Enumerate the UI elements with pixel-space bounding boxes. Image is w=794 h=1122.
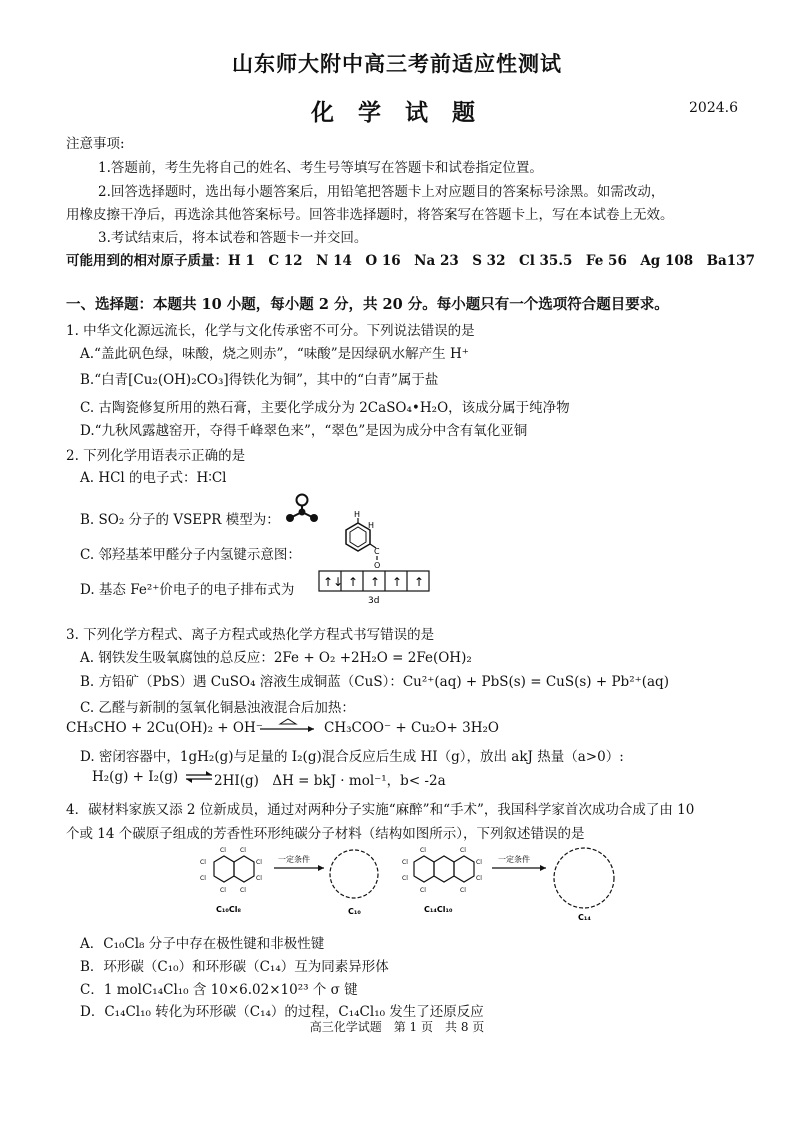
q1-option-c: C. 古陶瓷修复所用的熟石膏，主要化学成分为 2CaSO₄•H₂O，该成分属于纯净物: [80, 400, 570, 416]
q1-option-d: D.“九秋风露越窑开，夺得千峰翠色来”，“翠色”是因为成分中含有氧化亚铜: [80, 423, 528, 439]
ring-carbon-figure: [196, 840, 628, 924]
q2-option-c: C. 邻羟基苯甲醛分子内氢键示意图：: [80, 547, 301, 563]
notes-item-2a: 2.回答选择题时，选出每小题答案后，用铅笔把答题卡上对应题目的答案标号涂黑。如需改动，: [98, 184, 665, 200]
school-title: 山东师大附中高三考前适应性测试: [232, 51, 562, 76]
arrow1-label: 一定条件: [278, 855, 310, 864]
fe2-orbital-diagram: [318, 570, 430, 606]
svg-text:Cl: Cl: [256, 859, 262, 866]
c10cl8-structure: [200, 847, 262, 894]
svg-text:Cl: Cl: [402, 859, 408, 866]
arrow2-label: 一定条件: [498, 855, 530, 864]
q3-c-equation-left: CH₃CHO + 2Cu(OH)₂ + OH⁻: [66, 720, 263, 736]
heating-arrow: [258, 718, 318, 734]
q1-option-b: B.“白青[Cu₂(OH)₂CO₃]得铁化为铜”，其中的“白青”属于盐: [80, 372, 439, 388]
orbital-4: ↑: [392, 575, 403, 589]
atomic-masses: 可能用到的相对原子质量：H 1 C 12 N 14 O 16 Na 23 S 32 Cl 35.5 Fe 56 Ag 108 Ba137: [66, 253, 755, 269]
q3-d-equation-right: 2HI(g) ΔH = bkJ · mol⁻¹，b< -2a: [214, 773, 446, 789]
orbital-1: ↑↓: [323, 575, 344, 589]
svg-text:Cl: Cl: [240, 847, 246, 854]
c10-ring: [330, 850, 378, 898]
svg-text:Cl: Cl: [402, 875, 408, 882]
notes-heading: 注意事项:: [66, 136, 125, 152]
q2-option-a: A. HCl 的电子式：H∶Cl: [80, 470, 227, 486]
q3-d-equation-left: H₂(g) + I₂(g): [92, 769, 179, 785]
orbital-3: ↑: [370, 575, 381, 589]
svg-text:Cl: Cl: [220, 847, 226, 854]
equilibrium-arrow: [184, 769, 214, 783]
section-1-title: 一、选择题：本题共 10 小题，每小题 2 分，共 20 分。每小题只有一个选项符合题目要求。: [66, 296, 669, 313]
label-c14: C₁₄: [578, 913, 591, 922]
svg-text:Cl: Cl: [240, 887, 246, 894]
notes-item-1: 1.答题前，考生先将自己的姓名、考生号等填写在答题卡和试卷指定位置。: [98, 160, 543, 176]
q2-option-d: D. 基态 Fe²⁺价电子的电子排布式为: [80, 582, 295, 598]
q3-stem: 3. 下列化学方程式、离子方程式或热化学方程式书写错误的是: [66, 627, 435, 643]
hydroxybenzaldehyde-hbond-diagram: [328, 508, 388, 570]
label-c10: C₁₀: [348, 907, 361, 916]
q4-option-d: D．C₁₄Cl₁₀ 转化为环形碳（C₁₄）的过程，C₁₄Cl₁₀ 发生了还原反应: [80, 1004, 484, 1020]
q2-stem: 2. 下列化学用语表示正确的是: [66, 448, 246, 464]
q3-c-equation-right: CH₃COO⁻ + Cu₂O+ 3H₂O: [324, 720, 499, 736]
notes-item-3: 3.考试结束后，将本试卷和答题卡一并交回。: [98, 230, 368, 246]
svg-text:Cl: Cl: [460, 847, 466, 854]
diagram-c-label: C: [374, 547, 380, 556]
c14cl10-structure: [402, 847, 482, 894]
so2-vsepr-model: [284, 492, 324, 524]
svg-text:Cl: Cl: [476, 875, 482, 882]
svg-text:Cl: Cl: [460, 887, 466, 894]
label-c14cl10: C₁₄Cl₁₀: [424, 905, 453, 914]
q3-option-a: A. 钢铁发生吸氧腐蚀的总反应：2Fe + O₂ +2H₂O = 2Fe(OH)₂: [80, 650, 472, 666]
q3-option-d: D. 密闭容器中，1gH₂(g)与足量的 I₂(g)混合反应后生成 HI（g），放出 akJ 热量（a>0）:: [80, 749, 624, 765]
q2-option-b: B. SO₂ 分子的 VSEPR 模型为：: [80, 512, 280, 528]
page-footer: 高三化学试题 第 1 页 共 8 页: [309, 1020, 485, 1034]
exam-date: 2024.6: [689, 100, 738, 116]
label-c10cl8: C₁₀Cl₈: [216, 905, 241, 914]
diagram-h1-label: H: [354, 510, 361, 519]
q4-option-a: A．C₁₀Cl₈ 分子中存在极性键和非极性键: [80, 936, 325, 952]
notes-item-2b: 用橡皮擦干净后，再选涂其他答案标号。回答非选择题时，将答案写在答题卡上，写在本试卷上无效。: [66, 207, 674, 223]
svg-text:Cl: Cl: [476, 859, 482, 866]
q1-stem: 1. 中华文化源远流长，化学与文化传承密不可分。下列说法错误的是: [66, 323, 475, 339]
q3-option-b: B. 方铅矿（PbS）遇 CuSO₄ 溶液生成铜蓝（CuS）：Cu²⁺(aq) + PbS(s) = CuS(s) + Pb²⁺(aq): [80, 674, 669, 690]
q4-stem-line2: 个或 14 个碳原子组成的芳香性环形纯碳分子材料（结构如图所示），下列叙述错误的是: [66, 826, 585, 842]
svg-text:Cl: Cl: [200, 875, 206, 882]
subject-title: 化 学 试 题: [310, 99, 484, 126]
svg-text:Cl: Cl: [256, 875, 262, 882]
q1-option-a: A.“盖此矾色绿，味酸，烧之则赤”，“味酸”是因绿矾水解产生 H⁺: [80, 346, 469, 362]
q4-option-c: C．1 molC₁₄Cl₁₀ 含 10×6.02×10²³ 个 σ 键: [80, 982, 358, 998]
c14-ring: [554, 848, 614, 908]
diagram-o-label: O: [374, 561, 381, 570]
svg-text:Cl: Cl: [220, 887, 226, 894]
diagram-h2-label: H: [368, 521, 375, 530]
q4-option-b: B．环形碳（C₁₀）和环形碳（C₁₄）互为同素异形体: [80, 959, 389, 975]
svg-text:Cl: Cl: [200, 859, 206, 866]
svg-text:Cl: Cl: [420, 847, 426, 854]
orbital-5: ↑: [414, 575, 425, 589]
orbital-2: ↑: [348, 575, 359, 589]
orbital-label-3d: 3d: [368, 596, 380, 606]
svg-text:Cl: Cl: [420, 887, 426, 894]
q4-stem-line1: 4．碳材料家族又添 2 位新成员，通过对两种分子实施“麻醉”和“手术”，我国科学家首次成功合成了由 10: [66, 802, 695, 818]
q3-option-c: C. 乙醛与新制的氢氧化铜悬浊液混合后加热：: [80, 700, 355, 716]
